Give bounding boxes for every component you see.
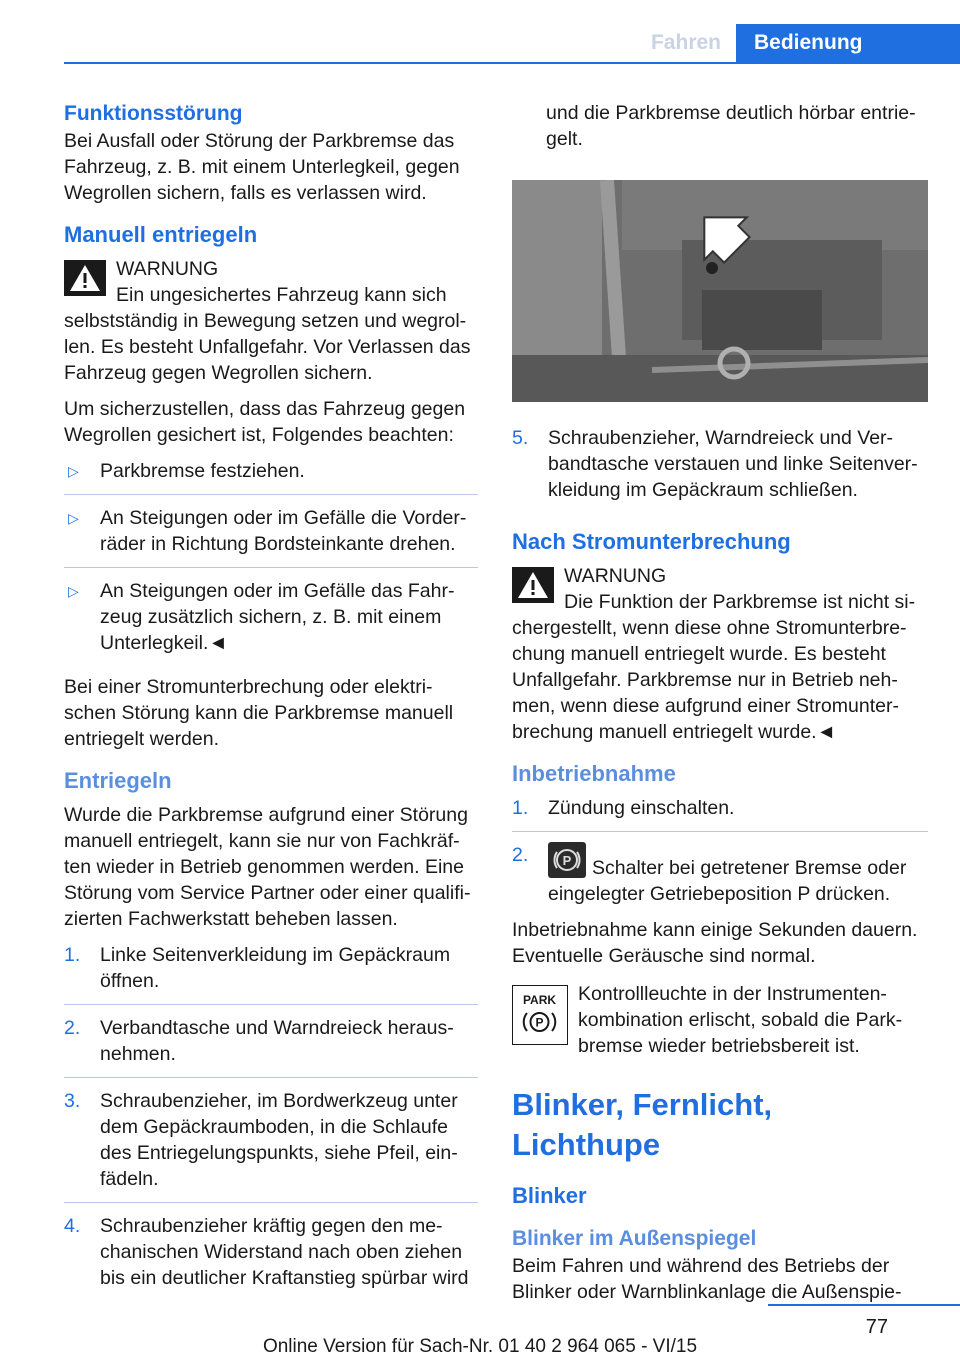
paragraph: Um sicherzustellen, dass das Fahrzeug gegen Wegrollen gesichert ist, Folgendes beachten: xyxy=(64,398,466,446)
triangle-bullet-icon: ▷ xyxy=(68,463,79,479)
paragraph: Wurde die Parkbremse aufgrund einer Störung manuell entriegelt, kann sie nur von Fachkräf‐ten wieder in Betrieb genommen werden. Eine Störung vom Service Partner oder einer qualifi‐zierten Fachwerkstatt beheben lassen. xyxy=(64,804,471,930)
warning-icon xyxy=(512,567,554,603)
triangle-bullet-icon: ▷ xyxy=(68,510,79,526)
chapter-title: Blinker, Fernlicht, Lichthupe xyxy=(512,1087,773,1162)
bullet-list xyxy=(64,458,478,666)
svg-text:PARK: PARK xyxy=(522,993,557,1007)
list-item: 1. Linke Seitenverkleidung im Gepäckraum öffnen. xyxy=(64,942,478,1005)
indicator-block xyxy=(512,981,928,1059)
parking-brake-button-icon xyxy=(548,842,586,878)
warning-text: Die Funktion der Parkbremse ist nicht si‐chergestellt, wenn diese ohne Stromunterbre‐chung manuell entriegelt wurde. Es besteht Unfallgefahr. Parkbremse nur in Betrieb neh‐men, wenn diese aufgrund einer Stromunter‐brechung manuell entriegelt wurde.◄ xyxy=(512,591,916,743)
warning-text: Ein ungesichertes Fahrzeug kann sich selbstständig in Bewegung setzen und wegrol‐len. Es besteht Unfallgefahr. Vor Verlassen das Fahrzeug gegen Wegrollen sichern. xyxy=(64,284,471,384)
list-item: 3. Schraubenzieher, im Bordwerkzeug unter dem Gepäckraumboden, in die Schlaufe des Entriegelungspunkts, siehe Pfeil, ein‐fädeln. xyxy=(64,1088,478,1203)
paragraph: Bei einer Stromunterbrechung oder elektri‐schen Störung kann die Parkbremse manuell entriegelt werden. xyxy=(64,676,454,750)
list-item: ▷ An Steigungen oder im Gefälle das Fahr‐zeug zusätzlich sichern, z. B. mit einem Unterlegkeil.◄ xyxy=(68,580,455,654)
section-title-blinker-im-aussenspiegel: Blinker im Außenspiegel xyxy=(512,1227,757,1250)
section-title-funktionsstoerung: Funktionsstörung xyxy=(64,102,243,125)
warning-icon xyxy=(64,260,106,296)
steps-list xyxy=(512,425,928,513)
warning-label: WARNUNG xyxy=(116,258,219,280)
footer-text: Online Version für Sach-Nr. 01 40 2 964 065 - VI/15 xyxy=(262,1336,698,1357)
paragraph: Kontrollleuchte in der Instrumenten‐kombination erlischt, sobald die Park‐bremse wieder betriebsbereit ist. xyxy=(578,983,903,1057)
warning-label: WARNUNG xyxy=(564,565,667,587)
list-item: ▷ An Steigungen oder im Gefälle die Vorder‐räder in Richtung Bordsteinkante drehen. xyxy=(64,505,478,568)
svg-text:P: P xyxy=(535,1015,544,1030)
steps-list xyxy=(64,942,478,1301)
list-item: 2. P Schalter bei getretener Bremse oder eingelegter Getriebeposition P drücken. xyxy=(512,844,907,905)
left-column xyxy=(64,100,478,1301)
list-item: 5. Schraubenzieher, Warndreieck und Ver‐bandtasche verstauen und linke Seitenver‐kleidung im Gepäckraum schließen. xyxy=(512,427,918,501)
section-title-blinker: Blinker xyxy=(512,1183,587,1208)
warning-block xyxy=(512,563,928,745)
warning-block xyxy=(64,256,478,386)
list-item: 1. Zündung einschalten. xyxy=(512,795,928,832)
paragraph: und die Parkbremse deutlich hörbar entrie‐gelt. xyxy=(546,102,916,150)
tab-bedienung[interactable]: Bedienung xyxy=(736,24,960,62)
paragraph: Bei Ausfall oder Störung der Parkbremse das Fahrzeug, z. B. mit einem Unterlegkeil, gegen Wegrollen sichern, falls es verlassen wird. xyxy=(64,130,460,204)
footer-rule xyxy=(768,1304,960,1306)
header-rule xyxy=(64,62,960,64)
paragraph: Beim Fahren und während des Betriebs der Blinker oder Warnblinkanlage die Außenspie‐ xyxy=(512,1255,902,1303)
right-column xyxy=(512,100,928,1315)
list-item: 4. Schraubenzieher kräftig gegen den me‐chanischen Widerstand nach oben ziehen bis ein deutlicher Kraftanstieg spürbar wird xyxy=(64,1215,469,1289)
svg-text:P: P xyxy=(562,853,572,868)
list-item: 2. Verbandtasche und Warndreieck heraus‐nehmen. xyxy=(64,1015,478,1078)
triangle-bullet-icon: ▷ xyxy=(68,583,79,599)
paragraph: Inbetriebnahme kann einige Sekunden dauern. Eventuelle Geräusche sind normal. xyxy=(512,919,918,967)
park-indicator-icon xyxy=(512,985,568,1045)
trunk-photo xyxy=(512,180,928,402)
list-item: ▷ Parkbremse festziehen. xyxy=(64,458,478,495)
section-title-entriegeln: Entriegeln xyxy=(64,768,172,793)
steps-list xyxy=(512,795,928,917)
page-number: 77 xyxy=(865,1316,888,1338)
tab-fahren[interactable]: Fahren xyxy=(650,31,721,54)
section-title-manuell-entriegeln: Manuell entriegeln xyxy=(64,222,258,247)
section-title-inbetriebnahme: Inbetriebnahme xyxy=(512,761,676,786)
page-header xyxy=(636,24,960,62)
section-title-nach-stromunterbrechung: Nach Stromunterbrechung xyxy=(512,529,791,554)
